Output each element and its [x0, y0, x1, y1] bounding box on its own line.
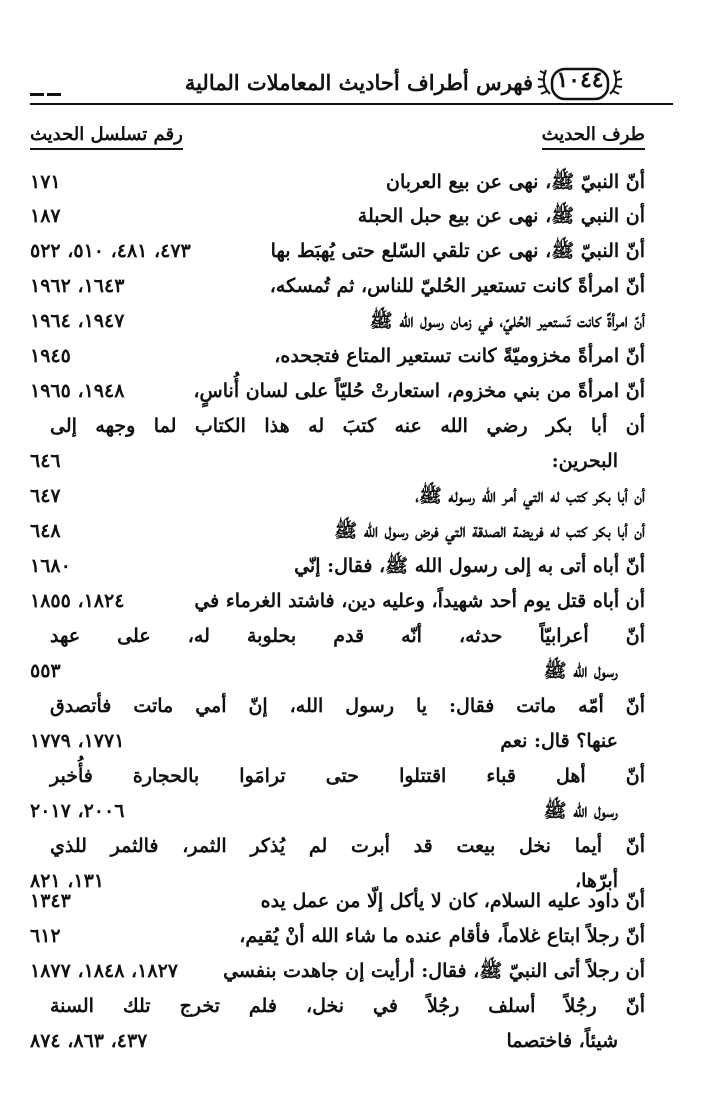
hadith-numbers: ١٩٤٧، ١٩٦٤: [30, 310, 125, 332]
hadith-numbers: ٤٣٧، ٨٦٣، ٨٧٤: [30, 1030, 148, 1052]
hadith-numbers: ١٧١: [30, 171, 61, 193]
hadith-text-continued: شيئاً، فاختصما: [506, 1030, 618, 1052]
hadith-text-continued: رسول الله ﷺ: [543, 800, 618, 822]
hadith-text: أنّ امرأةً مخزوميّةً كانت تستعير المتاع فتجحده،: [274, 345, 645, 367]
hadith-numbers: ٦٤٨: [30, 520, 61, 542]
hadith-numbers: ٦٤٧: [30, 485, 61, 507]
hadith-numbers: ١٨٧: [30, 205, 61, 227]
hadith-numbers: ١٧٧١، ١٧٧٩: [30, 730, 125, 752]
hadith-numbers: ١٨٢٧، ١٨٤٨، ١٨٧٧: [30, 960, 178, 982]
hadith-numbers: ١٦٨٠: [30, 555, 71, 577]
hadith-text: أنّ النبيّ ﷺ، نهى عن تلقي السّلع حتى يُهبَط بها: [270, 240, 645, 262]
hadith-numbers: ٦٤٦: [30, 450, 61, 472]
hadith-text: أنّ امرأةً كانت تستعير الحُليّ للناس، ثم تُمسكه،: [269, 275, 645, 297]
column-head-number: رقم تسلسل الحديث: [30, 124, 183, 145]
running-title: فهرس أطراف أحاديث المعاملات المالية: [184, 70, 533, 95]
hadith-numbers: ١٩٤٨، ١٩٦٥: [30, 380, 125, 402]
hadith-text: أنّ النبيّ ﷺ، نهى عن بيع العربان: [386, 171, 645, 193]
page-number: ١٠٤٤: [556, 67, 604, 93]
hadith-numbers: ١٣٤٣: [30, 890, 71, 912]
hadith-numbers: ١٨٢٤، ١٨٥٥: [30, 590, 125, 612]
hadith-text: أن رجلاً أتى النبيّ ﷺ، فقال: أرأيت إن جاهدت بنفسي: [223, 960, 645, 982]
hadith-numbers: ٢٠٠٦، ٢٠١٧: [30, 800, 125, 822]
hadith-numbers: ٥٥٣: [30, 660, 61, 682]
hadith-text: أنّ امرأةً كانت تَستعير الحُليّ، في زمان رسول الله ﷺ: [369, 310, 645, 332]
hadith-text: أن أبا بكر رضي الله عنه كتبَ له هذا الكتاب لما وجهه إلى: [50, 415, 645, 437]
hadith-text: أنّ أباه أتى به إلى رسول الله ﷺ، فقال: إنّي: [294, 555, 645, 577]
hadith-text: أن أبا بكر كتب له فريضة الصدقة التي فرض رسول الله ﷺ: [334, 520, 645, 542]
header-dash: [47, 93, 61, 96]
hadith-text: أن النبي ﷺ، نهى عن بيع حبل الحبلة: [357, 205, 645, 227]
page-number-ornament: [532, 64, 628, 104]
hadith-text: أنّ أمّه ماتت فقال: يا رسول الله، إنّ أمي ماتت فأتصدق: [50, 695, 645, 717]
hadith-text-continued: أبرّها،: [575, 870, 618, 892]
hadith-text: أن أبا بكر كتب له التي أمر الله رسوله ﷺ،: [415, 485, 645, 507]
hadith-text: أنّ امرأةً من بني مخزوم، استعارتْ حُليّاً على لسان أُناسٍ،: [193, 380, 645, 402]
header-dash: [30, 93, 44, 96]
hadith-text: أنّ رجلاً ابتاع غلاماً، فأقام عنده ما شاء الله أنْ يُقيم،: [239, 925, 645, 947]
column-head-hadith: طرف الحديث: [542, 124, 645, 145]
hadith-text-continued: عنها؟ قال: نعم: [500, 730, 618, 752]
hadith-text: أنّ أعرابيّاً حدثه، أنّه قدم بحلوبة له، على عهد: [50, 625, 645, 647]
hadith-numbers: ٦١٢: [30, 925, 61, 947]
hadith-text-continued: رسول الله ﷺ: [543, 660, 618, 682]
hadith-text: أنّ داود عليه السلام، كان لا يأكل إلّا من عمل يده: [260, 890, 645, 912]
hadith-numbers: ٤٧٣، ٤٨١، ٥١٠، ٥٢٢: [30, 240, 191, 262]
hadith-numbers: ١٦٤٣، ١٩٦٢: [30, 275, 125, 297]
hadith-text: أنّ أهل قباء اقتتلوا حتى ترامَوا بالحجارة فأُخبر: [50, 765, 645, 787]
hadith-numbers: ١٣١، ٨٢١: [30, 870, 104, 892]
hadith-text: أنّ أيما نخل بيعت قد أبرت لم يُذكر الثمر، فالثمر للذي: [50, 835, 645, 857]
hadith-text: أن أباه قتل يوم أحد شهيداً، وعليه دين، فاشتد الغرماء في: [194, 590, 645, 612]
hadith-text: أنّ رجُلاً أسلف رجُلاً في نخل، فلم تخرج تلك السنة: [50, 995, 645, 1017]
hadith-text-continued: البحرين:: [551, 450, 618, 472]
hadith-numbers: ١٩٤٥: [30, 345, 71, 367]
header-rule: [30, 103, 673, 105]
